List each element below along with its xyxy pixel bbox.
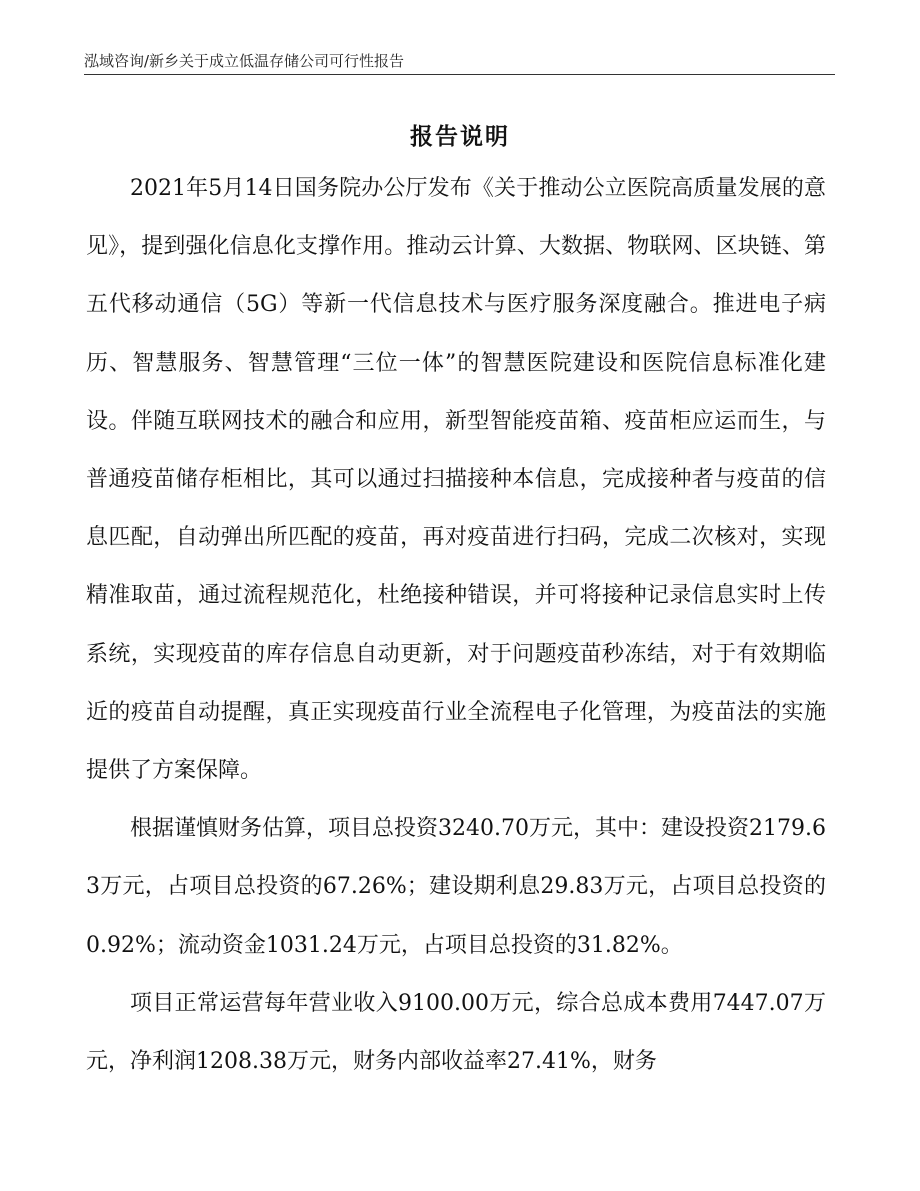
running-header: 泓域咨询/新乡关于成立低温存储公司可行性报告 xyxy=(84,52,405,70)
page-title: 报告说明 xyxy=(410,123,510,150)
paragraph-revenue: 项目正常运营每年营业收入9100.00万元，综合总成本费用7447.07万元，净利润1208.38万元，财务内部收益率27.41%，财务 xyxy=(86,990,826,1075)
paragraph-background: 2021年5月14日国务院办公厅发布《关于推动公立医院高质量发展的意见》，提到强化信息化支撑作用。推动云计算、大数据、物联网、区块链、第五代移动通信（5G）等新一代信息技术与医疗服务深度融合。推进电子病历、智慧服务、智慧管理“三位一体”的智慧医院建设和医院信息标准化建设。伴随互联网技术的融合和应用，新型智能疫苗箱、疫苗柜应运而生，与普通疫苗储存柜相比，其可以通过扫描接种本信息，完成接种者与疫苗的信息匹配，自动弹出所匹配的疫苗，再对疫苗进行扫码，完成二次核对，实现精准取苗，通过流程规范化，杜绝接种错误，并可将接种记录信息实时上传系统，实现疫苗的库存信息自动更新，对于问题疫苗秒冻结，对于有效期临近的疫苗自动提醒，真正实现疫苗行业全流程电子化管理，为疫苗法的实施提供了方案保障。 xyxy=(86,176,826,784)
paragraph-investment: 根据谨慎财务估算，项目总投资3240.70万元，其中：建设投资2179.63万元，占项目总投资的67.26%；建设期利息29.83万元，占项目总投资的0.92%；流动资金1031.24万元，占项目总投资的31.82%。 xyxy=(86,816,826,958)
header-divider xyxy=(84,74,835,75)
document-body xyxy=(86,160,826,1091)
